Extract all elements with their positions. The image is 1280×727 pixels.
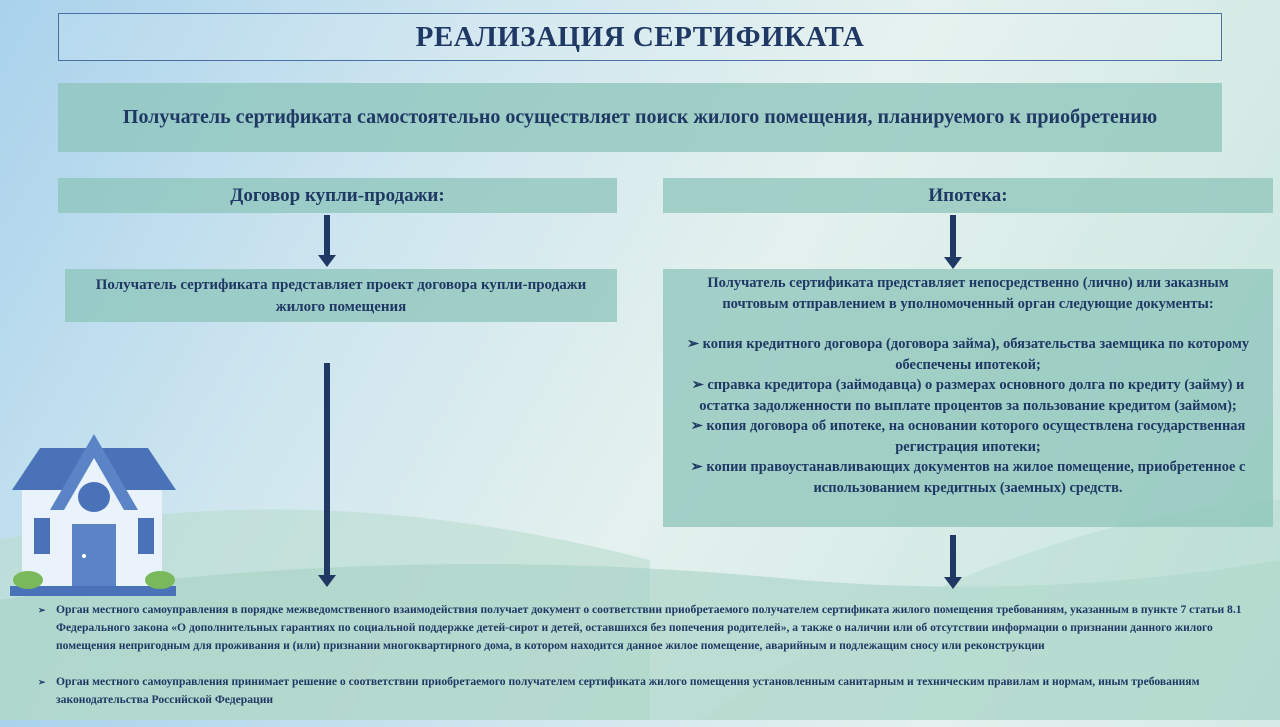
arrow-down-icon [324,363,330,577]
house-icon [10,430,180,600]
subtitle-box: Получатель сертификата самостоятельно осуществляет поиск жилого помещения, планируемого к приобретению [58,83,1222,152]
arrow-down-icon [324,215,330,257]
mortgage-header: Ипотека: [663,178,1273,213]
arrow-down-icon [950,215,956,259]
document-item: ➢ копия договора об ипотеке, на основании которого осуществлена государственная регистрация ипотеки; [690,418,1246,455]
purchase-contract-header: Договор купли-продажи: [58,178,617,213]
document-item: ➢ справка кредитора (займодавца) о размерах основного долга по кредиту (займу) и остатка задолженности по выплате процентов за пользование кредитом (займом); [691,377,1245,414]
bottom-notes [38,601,1268,727]
document-item: ➢ копия кредитного договора (договора займа), обязательства заемщика по которому обеспечены ипотекой; [686,336,1250,373]
purchase-contract-step: Получатель сертификата представляет проект договора купли-продажи жилого помещения [65,269,617,322]
note-item: ➢ Орган местного самоуправления принимает решение о соответствии приобретаемого получателем сертификата жилого помещения установленным санитарным и техническим правилам и нормам, иным требованиям законодательства Российской Федерации [38,673,1268,709]
mortgage-intro: Получатель сертификата представляет непосредственно (лично) или заказным почтовым отправлением в уполномоченный орган следующие документы: [707,275,1229,312]
slide-title: РЕАЛИЗАЦИЯ СЕРТИФИКАТА [58,13,1222,61]
note-item: ➢ Орган местного самоуправления в порядке межведомственного взаимодействия получает документ о соответствии приобретаемого получателем сертификата жилого помещения требованиям, указанным в пункте 7 статьи 8.1 Федерального закона «О дополнительных гарантиях по социальной поддержке детей-сирот и детей, оставшихся без попечения родителей», а также о наличии или об отсутствии информации о признании данного жилого помещения непригодным для проживания и (или) признании многоквартирного дома, в котором находится данное жилое помещение, аварийным и подлежащим сносу или реконструкции [38,601,1268,655]
arrow-down-icon [950,535,956,579]
mortgage-documents-box [663,269,1273,527]
document-item: ➢ копии правоустанавливающих документов на жилое помещение, приобретенное с использованием кредитных (заемных) средств. [690,459,1246,496]
